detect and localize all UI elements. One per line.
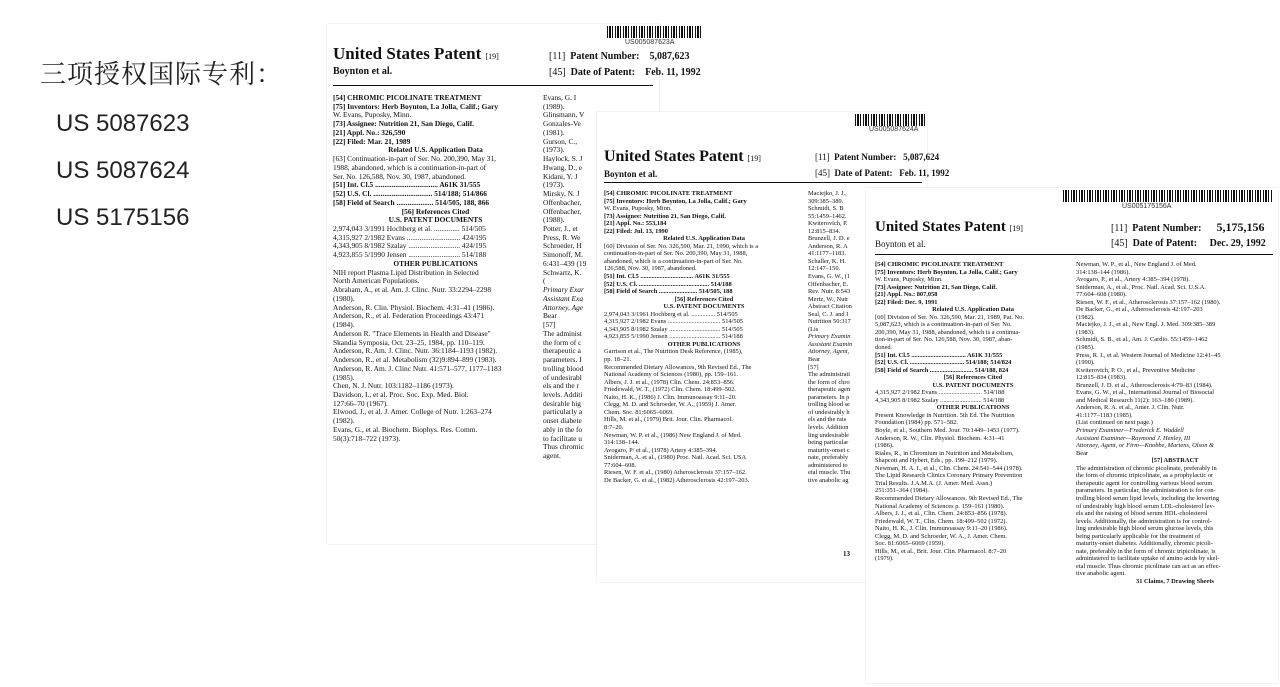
text-line: abandoned, which is a continuation-in-part of Ser. No. bbox=[604, 257, 743, 265]
text-line: Chen, N. J. Nutr. 103:1182–1186 (1973). bbox=[333, 381, 454, 391]
text-line: (1984). bbox=[333, 320, 355, 330]
text-line: 12:815–834 (1983). bbox=[1076, 374, 1127, 382]
text-line: Nutrition 50:317 bbox=[808, 318, 851, 326]
text-line: parameters. I bbox=[543, 355, 582, 365]
header-rule bbox=[333, 85, 653, 86]
text-line: Rev. Nutr. 8:543 bbox=[808, 288, 851, 296]
text-line: [58] Field of Search ........................ 514/505, 188 bbox=[604, 288, 733, 296]
text-line: Newman, W. P. et al., (1986) New England J. of Med. bbox=[604, 431, 742, 439]
text-line: Related U.S. Application Data bbox=[663, 235, 745, 243]
text-line: National Academy of Sciences (1980), pp. 159–161. bbox=[604, 371, 738, 379]
text-line: Schwartz, K. bbox=[543, 267, 582, 277]
text-line: therapeutic agent for controlling various blood serum bbox=[1076, 479, 1213, 487]
text-line: (List continued on next page.) bbox=[1076, 419, 1153, 427]
text-line: [54] CHROMIC PICOLINATE TREATMENT bbox=[604, 190, 733, 197]
text-line: Schmidt, S. B bbox=[808, 205, 844, 213]
text-line: 77:604–608 (1980). bbox=[1076, 291, 1127, 299]
text-line: being particular bbox=[808, 439, 849, 447]
text-line: 50(3):718–722 (1973). bbox=[333, 433, 401, 443]
text-line: Offenbacher, E. bbox=[808, 280, 849, 288]
header-rule bbox=[875, 254, 1273, 255]
text-line: OTHER PUBLICATIONS bbox=[393, 258, 478, 268]
text-line: administered to facilitate uptake of amino acids by skel- bbox=[1076, 555, 1220, 563]
text-line: [57] bbox=[808, 363, 819, 371]
text-line: Anderson R. "Trace Elements in Health and Disease" bbox=[333, 328, 491, 338]
text-line: [52] U.S. Cl. .................................. 514/188; 514/824 bbox=[875, 359, 1012, 367]
text-line: 6:431–439 (19 bbox=[543, 258, 587, 268]
text-line: Maciejko, J. J., et al., New Engl. J. Med. 309:385–389 bbox=[1076, 321, 1216, 329]
text-line: parameters. In p bbox=[808, 393, 850, 401]
text-line: 77:604–608. bbox=[604, 461, 637, 469]
text-line: 5,087,623, which is a continuation-in-part of Ser. No. bbox=[875, 321, 1012, 329]
text-line: nate, preferably bbox=[808, 454, 849, 462]
text-line: Naito, H. K., (1986) J. Clin. Immunoassay 9:11–20. bbox=[604, 393, 737, 401]
text-line: Mirsky, N. J bbox=[543, 189, 580, 199]
text-line: levels. Addition bbox=[808, 423, 849, 431]
text-line: U.S. PATENT DOCUMENTS bbox=[388, 215, 483, 225]
patent-title: United States Patent [19] bbox=[333, 44, 499, 63]
text-line: (1986). bbox=[875, 442, 894, 450]
text-line: Offenbacher, bbox=[543, 206, 582, 216]
text-line: Riales, R., in Chromium in Nutrition and Metabolism, bbox=[875, 449, 1014, 457]
text-line: Garrison et al., The Nutrition Desk Reference, (1985), bbox=[604, 348, 743, 356]
text-line: [75] Inventors: Herb Boynton, La Jolla, Calif.; Gary bbox=[875, 268, 1018, 276]
patent-number-field: [11] Patent Number: 5,087,623 bbox=[549, 51, 690, 62]
text-line: Boyle, et al., Southern Med. Jour. 70:1449–1453 (1977). bbox=[875, 427, 1020, 435]
text-line: Sniderman, A., et al., Proc. Natl. Acad. Sci. U.S.A. bbox=[1076, 283, 1206, 291]
text-line: Bear bbox=[1076, 449, 1089, 457]
text-line: [51] Int. Cl.5 ................................. A61K 31/555 bbox=[604, 273, 730, 281]
text-line: Newman, W. P., et al., New England J. of Med. bbox=[1076, 261, 1197, 268]
text-line: 31 Claims, 7 Drawing Sheets bbox=[1136, 577, 1214, 585]
patent-summary-panel bbox=[0, 0, 310, 687]
patent-number-1: US 5087623 bbox=[56, 110, 190, 137]
text-line: Hwang, D., e bbox=[543, 162, 583, 172]
text-line: Brunzell, J. D. e bbox=[808, 235, 850, 243]
text-line: of undesirably high blood serum LDL-cholesterol lev- bbox=[1076, 502, 1215, 510]
text-line: Elwood, J., et al. J. Amer. College of Nutr. 1:263–274 bbox=[333, 407, 492, 417]
patent-left-column bbox=[875, 261, 1071, 681]
summary-heading: 三项授权国际专利： bbox=[40, 60, 284, 90]
text-line: De Backer, G. et al., (1982) Atherosclerosis 42:197–203. bbox=[604, 476, 750, 484]
text-line: Newman, H. A. I., et al., Clin. Chem. 24:541–544 (1978). bbox=[875, 464, 1023, 472]
text-line: [57] ABSTRACT bbox=[1151, 457, 1199, 465]
text-line: Abstract Citation bbox=[808, 303, 852, 311]
text-line: (1990). bbox=[1076, 359, 1095, 367]
text-line: (1982). bbox=[333, 416, 355, 426]
text-line: Bear bbox=[543, 311, 557, 321]
text-line: Gurson, C., bbox=[543, 136, 578, 146]
text-line: [52] U.S. Cl. ............................................ 514/188 bbox=[604, 280, 732, 288]
text-line: pp. 18–21. bbox=[604, 356, 632, 364]
text-line: Present Knowledge in Nutrition. 5th Ed. The Nutrition bbox=[875, 411, 1015, 419]
barcode-number: US005175156A bbox=[1122, 203, 1172, 210]
text-line: 55:1459–1462. bbox=[808, 212, 847, 220]
text-line: The administration of chromic picolinate, preferably in bbox=[1076, 464, 1217, 472]
text-line: Sniderman, A. et al., (1980) Proc. Natl. Acad. Sci. USA bbox=[604, 454, 747, 462]
text-line: [56] References Cited bbox=[674, 295, 734, 303]
text-line: Naito, H. K., J. Clin. Immunoassay 9:11–20 (1986). bbox=[875, 525, 1008, 533]
text-line: 4,343,905 8/1982 Szalay ................................ 514/505 bbox=[604, 325, 743, 333]
text-line: maturity-onset c bbox=[808, 446, 850, 454]
text-line: Recommended Dietary Allowances. 9th Revised Ed., The bbox=[875, 494, 1023, 502]
patent-number-field: [11] Patent Number: 5,175,156 bbox=[1111, 220, 1265, 234]
text-line: (1989). bbox=[543, 101, 565, 111]
text-line: Offenbacher, bbox=[543, 197, 582, 207]
text-line: The administ bbox=[543, 328, 582, 338]
text-line: Soc. 81:6065–6069 (1959). bbox=[875, 540, 945, 548]
text-line: of undesirably h bbox=[808, 408, 850, 416]
text-line: Glinsmann, V bbox=[543, 110, 585, 120]
barcode-image bbox=[1063, 190, 1273, 202]
text-line: Primary Examin bbox=[808, 333, 851, 341]
text-line: [22] Filed: Jul. 13, 1990 bbox=[604, 227, 668, 235]
text-line: Mertz, W., Nutr bbox=[808, 295, 849, 303]
text-line: [54] CHROMIC PICOLINATE TREATMENT bbox=[333, 93, 482, 102]
text-line: 2,974,043 3/1991 Hochberg et al. .............. 514/505 bbox=[333, 224, 486, 234]
text-line: [21] Appl. No.: 326,590 bbox=[333, 127, 406, 137]
text-line: Anderson, R. W., Clin. Physiol. Biochem. 4:31–41 bbox=[875, 434, 1005, 442]
text-line: agent. bbox=[543, 451, 561, 461]
text-line: [60] Division of Ser. No. 326,590, Mar. 21, 1990, which is a bbox=[604, 242, 759, 250]
text-line: tion-in-part of Ser. No. 126,588, Nov. 30, 1987, aban- bbox=[875, 336, 1013, 344]
text-line: Potter, J., et bbox=[543, 224, 578, 234]
text-line: els and the rais bbox=[808, 416, 847, 424]
text-line: Thus chromic bbox=[543, 442, 584, 452]
text-line: parameters. In particular, the administration is for con- bbox=[1076, 487, 1216, 495]
patent-date-field: [45] Date of Patent: Feb. 11, 1992 bbox=[549, 67, 701, 78]
text-line: [52] U.S. Cl. ................................ 514/188; 514/866 bbox=[333, 189, 487, 199]
text-line: 127:66–70 (1967). bbox=[333, 398, 389, 408]
text-line: [56] References Cited bbox=[943, 374, 1003, 382]
text-line: Recommended Dietary Allowances, 9th Revised Ed., The bbox=[604, 363, 752, 371]
text-line: Friedewald, W. T., (1972) Clin. Chem. 18:499–502. bbox=[604, 386, 737, 394]
text-line: (1973). bbox=[543, 180, 565, 190]
text-line: U.S. PATENT DOCUMENTS bbox=[932, 381, 1014, 389]
header-rule bbox=[604, 182, 922, 183]
text-line: levels. Additi bbox=[543, 389, 583, 399]
text-line: Hills, M. et al., (1979) Brit. Jour. Clin. Pharmacol. bbox=[604, 416, 733, 424]
text-line: therapeutic a bbox=[543, 346, 581, 356]
text-line: Bear bbox=[808, 356, 821, 364]
text-line: 41:1177–1183. bbox=[808, 250, 847, 258]
text-line: (Lis bbox=[808, 325, 819, 333]
text-line: 251:351–364 (1984). bbox=[875, 487, 929, 495]
text-line: [58] Field of Search .................... 514/505, 188, 866 bbox=[333, 197, 490, 207]
text-line: Gonzales-Ve bbox=[543, 119, 581, 129]
barcode-number: US005087623A bbox=[625, 39, 675, 46]
text-line: Anderson, R. Am. J. Clinc. Nutr. 36:1184–1193 (1982). bbox=[333, 346, 498, 356]
text-line: trolling blood serum lipid levels, including the lowering bbox=[1076, 494, 1220, 502]
text-line: Evans, G. W., (1 bbox=[808, 273, 851, 281]
text-line: Friedewald, W. T., Clin. Chem. 18:499–502 (1972). bbox=[875, 517, 1008, 525]
text-line: els and the raising of blood serum HDL-cholesterol bbox=[1076, 510, 1208, 518]
patent-number-2: US 5087624 bbox=[56, 157, 190, 184]
text-line: doned. bbox=[875, 344, 893, 352]
text-line: U.S. PATENT DOCUMENTS bbox=[663, 303, 745, 311]
text-line: [73] Assignee: Nutrition 21, San Diego, Calif. bbox=[333, 119, 475, 129]
text-line: [51] Int. Cl.5 .................................. A61K 31/555 bbox=[875, 351, 1003, 359]
text-line: Attorney, Agent, bbox=[808, 348, 850, 356]
text-line: ling undesirable bbox=[808, 431, 849, 439]
barcode-image bbox=[855, 114, 927, 126]
text-line: OTHER PUBLICATIONS bbox=[936, 404, 1010, 412]
text-line: Simonoff, M. bbox=[543, 250, 583, 260]
patent-document-3 bbox=[866, 188, 1278, 683]
text-line: (1985). bbox=[333, 372, 355, 382]
text-line: 12:815–834. bbox=[808, 227, 841, 235]
text-line: onset diabete bbox=[543, 416, 582, 426]
text-line: Albers, J. J. et al., (1978) Clin. Chem. 24:853–856. bbox=[604, 378, 735, 386]
text-line: Press, R. I., et al. Western Journal of Medicine 12:41–45 bbox=[1076, 351, 1221, 359]
patent-number-3: US 5175156 bbox=[56, 204, 190, 231]
page-number: 13 bbox=[843, 550, 850, 558]
text-line: Anderson, R. A bbox=[808, 242, 848, 250]
text-line: (1985). bbox=[1076, 344, 1095, 352]
text-line: tive anabolic agent. bbox=[1076, 570, 1126, 578]
text-line: Shapcott and Hybert, Eds., pp. 199–212 (1979). bbox=[875, 457, 998, 465]
patent-title: United States Patent [19] bbox=[875, 219, 1023, 235]
text-line: (1973). bbox=[543, 145, 565, 155]
text-line: NIH report Plasma Lipid Distribution in Selected bbox=[333, 267, 479, 277]
patent-right-column bbox=[1076, 261, 1274, 681]
text-line: Related U.S. Application Data bbox=[388, 145, 483, 155]
text-line: levels. Additionally, the administration is for control- bbox=[1076, 517, 1212, 525]
text-line: [75] Inventors: Herb Boynton, La Jolla, Calif.; Gary bbox=[604, 197, 747, 205]
text-line: ably in the fo bbox=[543, 424, 583, 434]
text-line: De Backer, G., et al., Atherosclerosis 42:197–203 bbox=[1076, 306, 1203, 314]
text-line: to facilitate u bbox=[543, 433, 582, 443]
text-line: OTHER PUBLICATIONS bbox=[667, 340, 741, 348]
text-line: [57] bbox=[543, 320, 556, 330]
text-line: Kidani, Y. J bbox=[543, 171, 578, 181]
text-line: [22] Filed: Dec. 9, 1991 bbox=[875, 298, 938, 306]
text-line: Kwiterovich, P. O., et al., Preventive Medicine bbox=[1076, 366, 1196, 374]
text-line: 1988, abandoned, which is a continuation-in-part of bbox=[333, 162, 487, 172]
text-line: W. Evans, Puposky, Minn. bbox=[875, 276, 943, 284]
text-line: Evans, G. W., et al., International Journal of Biosocial bbox=[1076, 389, 1215, 397]
patent-author: Boynton et al. bbox=[333, 66, 393, 77]
text-line: Chem. Soc. 81:6065–6069. bbox=[604, 408, 674, 416]
text-line: National Academy of Sciences p. 159–161 (1980). bbox=[875, 502, 1005, 510]
text-line: [56] References Cited bbox=[401, 206, 470, 216]
text-line: Anderson, R. Clin. Physiol. Biochem. 4:31–41 (1986). bbox=[333, 302, 495, 312]
text-line: [54] CHROMIC PICOLINATE TREATMENT bbox=[875, 261, 1004, 268]
text-line: [21] Appl. No.: 807,058 bbox=[875, 291, 938, 299]
text-line: (1988). bbox=[543, 215, 565, 225]
text-line: (1983). bbox=[1076, 328, 1095, 336]
patent-date-field: [45] Date of Patent: Dec. 29, 1992 bbox=[1111, 238, 1266, 249]
text-line: Schaller, K. H. bbox=[808, 257, 846, 265]
text-line: trolling blood bbox=[543, 363, 584, 373]
text-line: 4,315,927 2/1982 Evans ............................. 424/195 bbox=[333, 232, 487, 242]
patent-author: Boynton et al. bbox=[875, 239, 926, 249]
text-line: Primary Exar bbox=[543, 285, 584, 295]
text-line: 4,923,855 5/1990 Jensen ............................ 514/188 bbox=[333, 250, 487, 260]
text-line: Avogaro, P/ et al., (1978) Artery 4:385–394. bbox=[604, 446, 718, 454]
text-line: Press, R. We bbox=[543, 232, 581, 242]
text-line: Schmidt, S. B., et al., Am. J. Cardio. 55:1459–1462 bbox=[1076, 336, 1208, 344]
text-line: [58] Field of Search ........................... 514/188, 824 bbox=[875, 366, 1009, 374]
text-line: administered to bbox=[808, 461, 848, 469]
text-line: els and the r bbox=[543, 381, 579, 391]
text-line: Haylock, S. J bbox=[543, 154, 583, 164]
text-line: Foundation (1984) pp. 571–582. bbox=[875, 419, 958, 427]
text-line: (1982). bbox=[1076, 313, 1095, 321]
patent-left-column bbox=[333, 94, 538, 542]
text-line: the form of chro bbox=[808, 378, 850, 386]
text-line: The Lipid Research Clinics Coronary Primary Prevention bbox=[875, 472, 1023, 480]
text-line: maturity-onset diabetes. Additionally, chromic picoli- bbox=[1076, 540, 1213, 548]
text-line: 4,923,855 5/1990 Jensen ................................ 514/188 bbox=[604, 333, 743, 341]
text-line: etal muscle. Thus chromic picolinate can act as an effec- bbox=[1076, 562, 1221, 570]
text-line: continuation-in-part of Ser. No. 200,390, May 31, 1988, bbox=[604, 250, 748, 258]
text-line: Riesen, W. F., et al., Atherosclerosis 37:157–162 (1980). bbox=[1076, 298, 1221, 306]
barcode-number: US005087624A bbox=[869, 126, 919, 133]
text-line: Schroeder, H bbox=[543, 241, 582, 251]
text-line: W. Evans, Puposky, Minn. bbox=[604, 205, 672, 213]
barcode-image bbox=[607, 26, 703, 38]
text-line: Clegg, M. D. and Schroeder, W. A., (1959) J. Amer. bbox=[604, 401, 737, 409]
text-line: The administrati bbox=[808, 371, 851, 379]
patent-title: United States Patent [19] bbox=[604, 148, 761, 165]
text-line: therapeutic agen bbox=[808, 386, 851, 394]
text-line: [73] Assignee: Nutrition 21, San Diego, Calif. bbox=[875, 283, 997, 291]
text-line: 4,343,905 8/1982 Szalay ............................ 424/195 bbox=[333, 241, 487, 251]
text-line: Skandia Symposia, Oct. 23–25, 1984, pp. 110–119. bbox=[333, 337, 485, 347]
text-line: etal muscle. Thu bbox=[808, 469, 851, 477]
text-line: [63] Continuation-in-part of Ser. No. 200,390, May 31, bbox=[333, 154, 496, 164]
text-line: (1981). bbox=[543, 127, 565, 137]
text-line: 8:7–20. bbox=[604, 423, 624, 431]
text-line: and Medical Research 11(2): 163–180 (1989). bbox=[1076, 396, 1194, 404]
text-line: the form of chromic tripicolinate, as a prophylactic or bbox=[1076, 472, 1214, 480]
text-line: [75] Inventors: Herb Boynton, La Jolla, Calif.; Gary bbox=[333, 101, 499, 111]
patent-left-column bbox=[604, 190, 804, 575]
text-line: Assistant Exa bbox=[543, 293, 584, 303]
text-line: [21] Appl. No.: 553,184 bbox=[604, 220, 667, 228]
text-line: Riesen, W. F. et al., (1980) Atherosclerosis 37:157–162. bbox=[604, 469, 747, 477]
text-line: Evans, G. I bbox=[543, 93, 577, 102]
patent-right-column bbox=[808, 190, 868, 520]
text-line: tive anabolic ag bbox=[808, 476, 849, 484]
text-line: Related U.S. Application Data bbox=[932, 306, 1014, 314]
text-line: Attorney, Agent, or Firm—Knobbe, Martens, Olson & bbox=[1076, 442, 1214, 450]
text-line: Anderson, R., et al. Federation Proceedings 43:471 bbox=[333, 311, 485, 321]
text-line: [73] Assignee: Nutrition 21, San Diego, Calif. bbox=[604, 212, 726, 220]
text-line: Seal, C. J. and I bbox=[808, 310, 849, 318]
text-line: 4,343,905 8/1982 Szalay .......................... 514/188 bbox=[875, 396, 1005, 404]
patent-number-field: [11] Patent Number: 5,087,624 bbox=[815, 152, 940, 162]
text-line: 309:385–389. bbox=[808, 197, 844, 205]
text-line: Primary Examiner—Frederick E. Waddell bbox=[1076, 427, 1184, 435]
text-line: 2,974,043 3/1961 Hochberg et al. ............... 514/505 bbox=[604, 310, 738, 318]
text-line: 4,315,927 2/1982 Evans ................................. 514/505 bbox=[604, 318, 743, 326]
text-line: Ser. No. 126,588, Nov. 30, 1987, abandoned. bbox=[333, 171, 466, 181]
text-line: (1980). bbox=[333, 293, 355, 303]
text-line: Brunzell, J. D. et al., Atherosclerosis 4:79–83 (1984). bbox=[1076, 381, 1213, 389]
text-line: Assistant Examiner—Raymond J. Henley, III bbox=[1076, 434, 1191, 442]
text-line: 41:1177–1183 (1985). bbox=[1076, 411, 1133, 419]
text-line: Anderson, R. Am. J. Clinc Nutr. 41:571–577, 1177–1183 bbox=[333, 363, 502, 373]
text-line: Assistant Examin bbox=[808, 340, 853, 348]
text-line: Anderson, R., et al. Metabolism (32)9:894–899 (1983). bbox=[333, 355, 497, 365]
text-line: 4,315,927 2/1982 Evans ........................... 514/188 bbox=[875, 389, 1005, 397]
text-line: Anderson, R. A. et al., Amer. J. Clin. Nutr. bbox=[1076, 404, 1185, 412]
text-line: [60] Division of Ser. No. 326,590, Mar. 21, 1989, Pat. No. bbox=[875, 313, 1024, 321]
text-line: 314:138–144. bbox=[604, 439, 640, 447]
text-line: [51] Int. Cl.5 .................................. A61K 31/555 bbox=[333, 180, 481, 190]
text-line: Avogaro, P., et al., Artery 4:385–394 (1978). bbox=[1076, 276, 1190, 284]
patent-author: Boynton et al. bbox=[604, 169, 658, 179]
text-line: Davidson, I., et al. Proc. Soc. Exp. Med. Biol. bbox=[333, 389, 469, 399]
text-line: trolling blood se bbox=[808, 401, 850, 409]
text-line: ling undesirable high blood serum glucose levels, this bbox=[1076, 525, 1214, 533]
text-line: Evans, G., et al. Biochem. Biophys. Res. Comm. bbox=[333, 424, 478, 434]
text-line: Albers, J. J., et al., Clin. Chem. 24:853–856 (1978). bbox=[875, 510, 1008, 518]
text-line: W. Evans, Puposky, Minn. bbox=[333, 110, 412, 120]
text-line: Abraham, A., et al. Am. J. Clinc. Nutr. 33:2294–2298 bbox=[333, 285, 492, 295]
text-line: 314:138–144 (1986). bbox=[1076, 268, 1130, 276]
text-line: ( bbox=[543, 276, 546, 286]
text-line: Trial Results. J.A.M.A. (J. Amer. Med. Assn.) bbox=[875, 479, 993, 487]
text-line: desirable hig bbox=[543, 398, 581, 408]
text-line: Clegg, M. D. and Schroeder, W. A., J. Amer. Chem. bbox=[875, 532, 1007, 540]
text-line: North American Populations. bbox=[333, 276, 420, 286]
text-line: [22] Filed: Mar. 21, 1989 bbox=[333, 136, 411, 146]
text-line: particularly a bbox=[543, 407, 583, 417]
text-line: Attorney, Age bbox=[543, 302, 584, 312]
text-line: (1979). bbox=[875, 555, 894, 563]
text-line: 200,390, May 31, 1988, abandoned, which is a continua- bbox=[875, 328, 1021, 336]
text-line: of undesirabl bbox=[543, 372, 582, 382]
text-line: nate, preferably in the form of chromic tripicolinate, is bbox=[1076, 547, 1216, 555]
text-line: the form of c bbox=[543, 337, 582, 347]
patent-date-field: [45] Date of Patent: Feb. 11, 1992 bbox=[815, 168, 950, 178]
text-line: Hills, M., et al., Brit. Jour. Clin. Pharmacol. 8:7–20 bbox=[875, 547, 1007, 555]
text-line: Kwiterovich, P. bbox=[808, 220, 848, 228]
text-line: 126,588, Nov. 30, 1987, abandoned. bbox=[604, 265, 697, 273]
text-line: 12:147–150. bbox=[808, 265, 841, 273]
text-line: Maciejko, J. J., bbox=[808, 190, 847, 197]
text-line: being particularly applicable for the treatment of bbox=[1076, 532, 1201, 540]
